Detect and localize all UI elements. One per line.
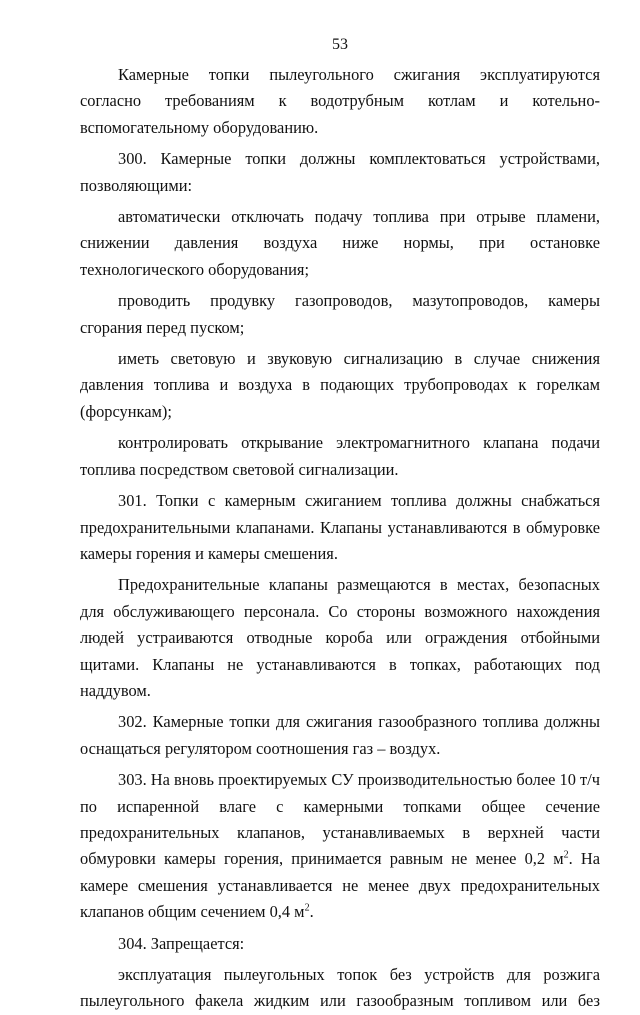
- paragraph-303-text-1: 303. На вновь проектируемых СУ производительностью более 10 т/ч по испаренной влаге с камерными топками общее сечение предохранительных клапанов, устанавливаемых в верхней части обмуровки камеры горения, принимается равным не менее 0,2 м: [80, 770, 600, 869]
- paragraph-300: 300. Камерные топки должны комплектоваться устройствами, позволяющими:: [80, 149, 600, 195]
- superscript-square-1: 2: [563, 849, 569, 861]
- paragraph-303-text-3: .: [309, 902, 314, 922]
- paragraph-300-item-a: автоматически отключать подачу топлива при отрыве пламени, снижении давления воздуха ниже нормы, при остановке технологического оборудования;: [80, 207, 600, 279]
- paragraph-302: 302. Камерные топки для сжигания газообразного топлива должны оснащаться регулятором соотношения газ – воздух.: [80, 712, 600, 758]
- document-body: [80, 62, 600, 1015]
- paragraph-300-item-d: контролировать открывание электромагнитного клапана подачи топлива посредством световой сигнализации.: [80, 433, 600, 479]
- paragraph-301: 301. Топки с камерным сжиганием топлива должны снабжаться предохранительными клапанами. Клапаны устанавливаются в обмуровке камеры горения и камеры смешения.: [80, 491, 600, 563]
- paragraph-303: [80, 767, 600, 930]
- page-number: 53: [332, 36, 348, 53]
- paragraph-304-item-a: эксплуатация пылеугольных топок без устройств для розжига пылеугольного факела жидким или газообразным топливом или без: [80, 965, 600, 1011]
- paragraph-intro: Камерные топки пылеугольного сжигания эксплуатируются согласно требованиям к водотрубным котлам и котельно-вспомогательному оборудованию.: [80, 65, 600, 137]
- paragraph-304: 304. Запрещается:: [118, 933, 245, 953]
- superscript-square-2: 2: [304, 902, 310, 914]
- paragraph-303-text-2: . На камере смешения устанавливается не менее двух предохранительных клапанов общим сечением 0,4 м: [80, 849, 600, 922]
- paragraph-301-continued: Предохранительные клапаны размещаются в местах, безопасных для обслуживающего персонала. Со стороны возможного нахождения людей устраиваются отводные короба или ограждения отбойными щитами. Клапаны не устанавливаются в топках, работающих под наддувом.: [80, 575, 600, 700]
- paragraph-300-item-c: иметь световую и звуковую сигнализацию в случае снижения давления топлива и воздуха в подающих трубопроводах к горелкам (форсункам);: [80, 349, 600, 421]
- paragraph-300-item-b: проводить продувку газопроводов, мазутопроводов, камеры сгорания перед пуском;: [80, 291, 600, 337]
